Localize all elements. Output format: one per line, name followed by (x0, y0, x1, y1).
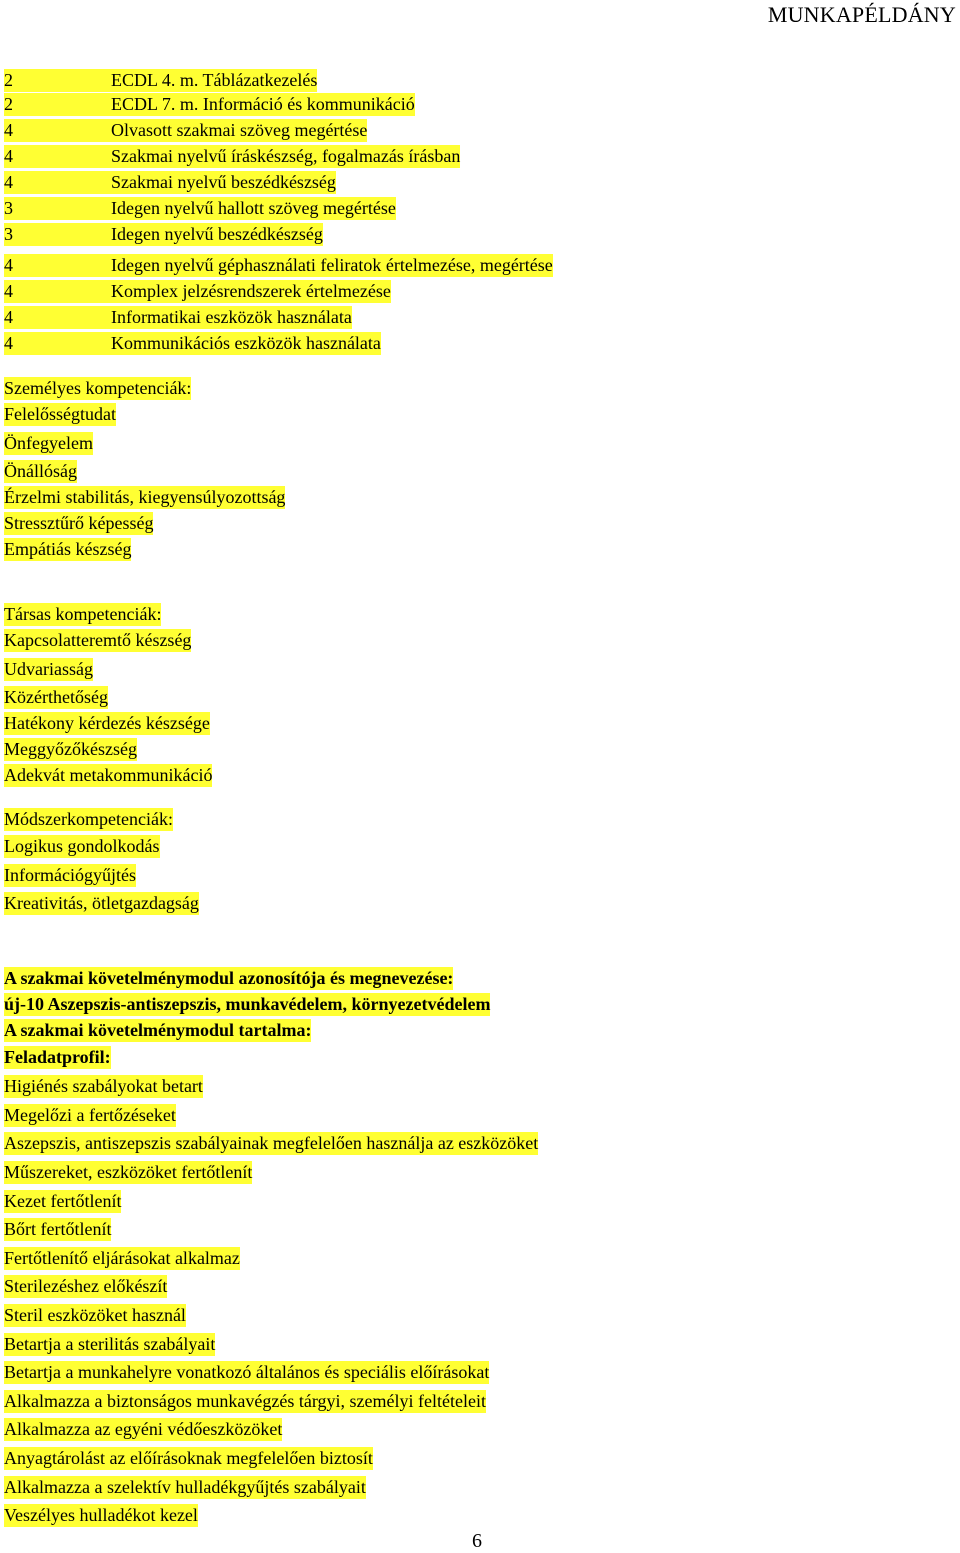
list-item: Betartja a munkahelyre vonatkozó általános és speciális előírásokat (4, 1362, 490, 1382)
list-item: 4 Idegen nyelvű géphasználati feliratok értelmezése, megértése (4, 255, 553, 275)
module-content-label: A szakmai követelménymodul tartalma: (4, 1020, 312, 1040)
list-item: Bőrt fertőtlenít (4, 1219, 112, 1239)
section-heading-tarsas: Társas kompetenciák: (4, 604, 162, 624)
list-item: Műszereket, eszközöket fertőtlenít (4, 1162, 253, 1182)
list-item: Felelősségtudat (4, 404, 116, 424)
list-item: 4 Informatikai eszközök használata (4, 307, 352, 327)
list-item: Meggyőzőkészség (4, 739, 137, 759)
feladatprofil-heading: Feladatprofil: (4, 1047, 111, 1067)
list-item: Kreativitás, ötletgazdagság (4, 893, 199, 913)
list-item: Közérthetőség (4, 687, 108, 707)
module-title: új-10 Aszepszis-antiszepszis, munkavédelem, környezetvédelem (4, 994, 491, 1014)
list-item: 2 ECDL 4. m. Táblázatkezelés (4, 70, 318, 90)
list-item: 3 Idegen nyelvű hallott szöveg megértése (4, 198, 396, 218)
list-item: 4 Olvasott szakmai szöveg megértése (4, 120, 368, 140)
list-item: Empátiás készség (4, 539, 132, 559)
list-item: Önfegyelem (4, 433, 93, 453)
list-item: Steril eszközöket használ (4, 1305, 186, 1325)
list-item: Információgyűjtés (4, 865, 136, 885)
list-item: Anyagtárolást az előírásoknak megfelelően biztosít (4, 1448, 373, 1468)
list-item: 3 Idegen nyelvű beszédkészség (4, 224, 323, 244)
list-item: Megelőzi a fertőzéseket (4, 1105, 176, 1125)
section-heading-modszer: Módszerkompetenciák: (4, 809, 173, 829)
list-item: Hatékony kérdezés készsége (4, 713, 210, 733)
list-item: Önállóság (4, 461, 77, 481)
page-number: 6 (472, 1530, 482, 1552)
list-item: Veszélyes hulladékot kezel (4, 1505, 198, 1525)
list-item: Érzelmi stabilitás, kiegyensúlyozottság (4, 487, 286, 507)
list-item: Fertőtlenítő eljárásokat alkalmaz (4, 1248, 240, 1268)
list-item: Alkalmazza a biztonságos munkavégzés tárgyi, személyi feltételeit (4, 1391, 486, 1411)
module-id-label: A szakmai követelménymodul azonosítója és megnevezése: (4, 968, 454, 988)
list-item: Betartja a sterilitás szabályait (4, 1334, 216, 1354)
list-item: Sterilezéshez előkészít (4, 1276, 168, 1296)
list-item: Adekvát metakommunikáció (4, 765, 213, 785)
list-item: 4 Komplex jelzésrendszerek értelmezése (4, 281, 391, 301)
list-item: 4 Szakmai nyelvű beszédkészség (4, 172, 336, 192)
list-item: 4 Szakmai nyelvű íráskészség, fogalmazás írásban (4, 146, 461, 166)
list-item: Alkalmazza az egyéni védőeszközöket (4, 1419, 283, 1439)
list-item: Stressztűrő képesség (4, 513, 154, 533)
list-item: Logikus gondolkodás (4, 836, 160, 856)
list-item: 2 ECDL 7. m. Információ és kommunikáció (4, 94, 415, 114)
list-item: Aszepszis, antiszepszis szabályainak megfelelően használja az eszközöket (4, 1133, 539, 1153)
list-item: Kezet fertőtlenít (4, 1191, 122, 1211)
document-header: MUNKAPÉLDÁNY (767, 2, 956, 27)
section-heading-szemelyes: Személyes kompetenciák: (4, 378, 192, 398)
list-item: Higiénés szabályokat betart (4, 1076, 203, 1096)
list-item: Kapcsolatteremtő készség (4, 630, 192, 650)
list-item: 4 Kommunikációs eszközök használata (4, 333, 381, 353)
list-item: Alkalmazza a szelektív hulladékgyűjtés szabályait (4, 1477, 366, 1497)
list-item: Udvariasság (4, 659, 93, 679)
